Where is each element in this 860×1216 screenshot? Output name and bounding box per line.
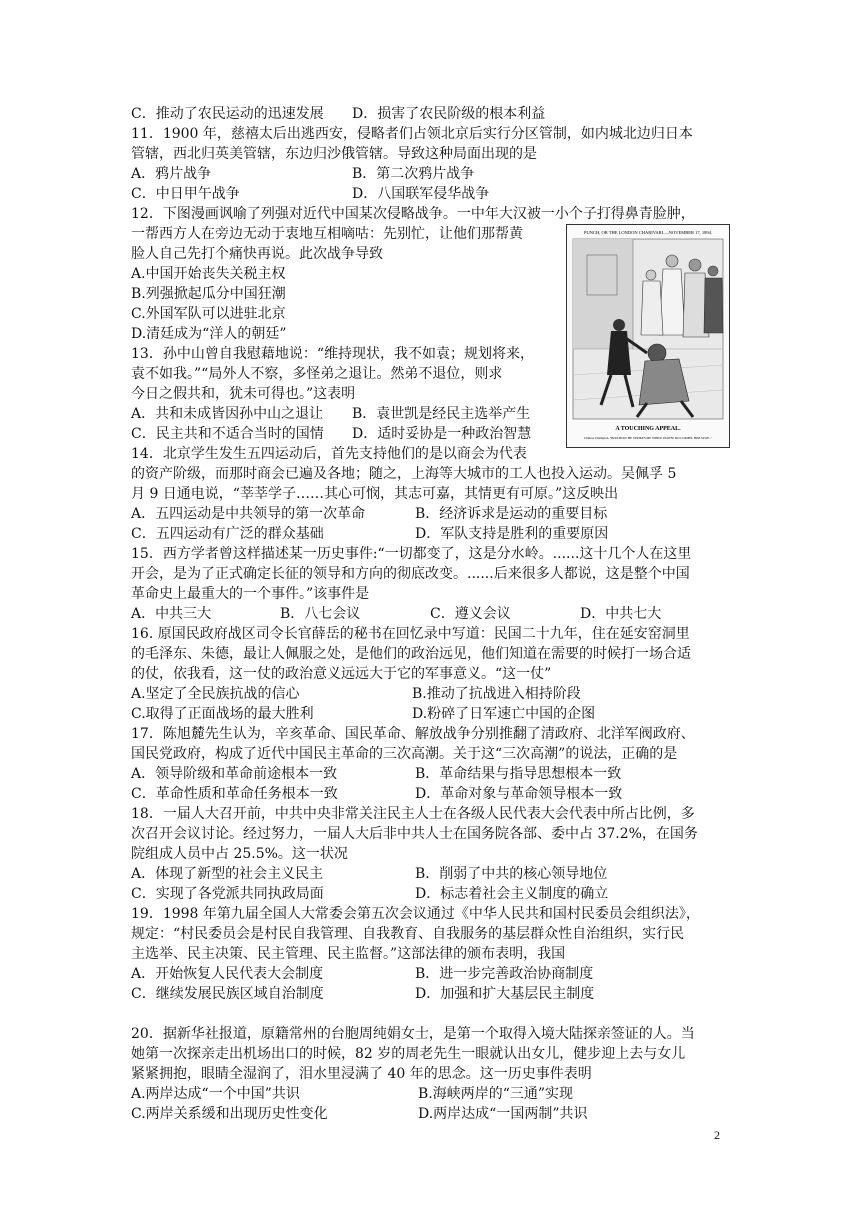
q15-stem-line: 革命史上最重大的一个事件。”该事件是 (131, 586, 370, 602)
q15-option-c: C．遵义会议 (430, 606, 511, 622)
q20-stem-line: 20．据新华社报道，原籍常州的台胞周纯娟女士，是第一个取得入境大陆探亲签证的人。当 (131, 1026, 695, 1042)
q18-stem-line: 18．一届人大召开前，中共中央非常关注民主人士在各级人民代表大会代表中所占比例，多 (131, 806, 695, 822)
q14-option-b: B．经济诉求是运动的重要目标 (415, 506, 608, 522)
punch-cartoon-image (566, 224, 730, 448)
cartoon-title: A TOUCHING APPEAL. (615, 426, 681, 432)
page-number: 2 (714, 1128, 720, 1142)
q20-option-a: A.两岸达成“一个中国”共识 (131, 1086, 300, 1102)
q15-option-b: B．八七会议 (280, 606, 361, 622)
q11-stem-line: 管辖，西北归英美管辖，东边归沙俄管辖。导致这种局面出现的是 (131, 146, 537, 162)
q14-option-c: C．五四运动有广泛的群众基础 (131, 526, 324, 542)
q13-stem-line: 13．孙中山曾自我慰藉地说：“维持现状，我不如袁；规划将来， (131, 346, 534, 362)
q11-option-c: C．中日甲午战争 (131, 186, 240, 202)
q11-stem-line: 11．1900 年，慈禧太后出逃西安，侵略者们占领北京后实行分区管制，如内城北边归日本 (131, 126, 693, 142)
q14-stem-line: 月 9 日通电说，“莘莘学子……其心可悯，其志可嘉，其情更有可原。”这反映出 (131, 486, 619, 502)
q18-stem-line: 院组成人员中占 25.5%。这一状况 (131, 846, 348, 862)
q19-option-c: C．继续发展民族区域自治制度 (131, 986, 324, 1002)
q17-option-c: C．革命性质和革命任务根本一致 (131, 786, 338, 802)
q17-option-a: A．领导阶级和革命前途根本一致 (131, 766, 338, 782)
q14-stem-line: 的资产阶级，而那时商会已遍及各地；随之，上海等大城市的工人也投入运动。吴佩孚 5 (131, 466, 677, 482)
q16-option-d: D.粉碎了日军速亡中国的企图 (412, 706, 596, 722)
q12-stem-line: 一帮西方人在旁边无动于衷地互相嘀咕：先别忙，让他们那帮黄 (131, 226, 523, 242)
q15-stem-line: 15．西方学者曾这样描述某一历史事件:“一切都变了，这是分水岭。......这十几个人在这里 (131, 546, 692, 562)
q19-option-a: A．开始恢复人民代表大会制度 (131, 966, 324, 982)
q16-stem-line: 的仗，依我看，这一仗的政治意义远远大于它的军事意义。“这一仗” (131, 666, 552, 682)
q18-option-c: C．实现了各党派共同执政局面 (131, 886, 324, 902)
q20-stem-line: 她第一次探亲走出机场出口的时候，82 岁的周老先生一眼就认出女儿，健步迎上去与女儿 (131, 1046, 686, 1062)
q11-option-a: A．鸦片战争 (131, 166, 212, 182)
q14-option-d: D．军队支持是胜利的重要原因 (415, 526, 609, 542)
cartoon-caption: Chinese Champion. "BOO-HOO! HE STRIKES ME WHILE DOWN! DO COMPEL HIM STOP..." (583, 436, 713, 440)
q14-stem-line: 14．北京学生发生五四运动后，首先支持他们的是以商会为代表 (131, 446, 527, 462)
q13-option-a: A．共和未成皆因孙中山之退让 (131, 406, 324, 422)
q15-stem-line: 开会，是为了正式确定长征的领导和方向的彻底改变。......后来很多人都说，这是整个中国 (131, 566, 690, 582)
q14-option-a: A．五四运动是中共领导的第一次革命 (131, 506, 366, 522)
q12-option-d: D.清廷成为“洋人的朝廷” (131, 326, 287, 342)
q15-option-d: D．中共七大 (580, 606, 662, 622)
q19-stem-line: 主选举、民主决策、民主管理、民主监督。”这部法律的颁布表明，我国 (131, 946, 566, 962)
q17-option-b: B．革命结果与指导思想根本一致 (415, 766, 622, 782)
q17-stem-line: 17．陈旭麓先生认为，辛亥革命、国民革命、解放战争分别推翻了清政府、北洋军阀政府、 (131, 726, 695, 742)
q10-option-d: D．损害了农民阶级的根本利益 (352, 106, 546, 122)
q19-option-d: D．加强和扩大基层民主制度 (415, 986, 595, 1002)
q11-option-d: D．八国联军侵华战争 (352, 186, 490, 202)
q16-stem-line: 的毛泽东、朱德，最让人佩服之处，是他们的政治远见，他们知道在需要的时候打一场合适 (131, 646, 691, 662)
q18-option-a: A．体现了新型的社会主义民主 (131, 866, 324, 882)
q20-stem-line: 紧紧拥抱，眼睛全湿润了，泪水里浸满了 40 年的思念。这一历史事件表明 (131, 1066, 592, 1082)
q13-option-b: B．袁世凯是经民主选举产生 (352, 406, 531, 422)
q13-option-d: D．适时妥协是一种政治智慧 (352, 426, 532, 442)
q17-option-d: D．革命对象与革命领导根本一致 (415, 786, 623, 802)
q12-stem-line: 12．下图漫画讽喻了列强对近代中国某次侵略战争。一中年大汉被一小个子打得鼻青脸肿， (131, 206, 695, 222)
q12-option-c: C.外国军队可以进驻北京 (131, 306, 286, 322)
q18-option-d: D．标志着社会主义制度的确立 (415, 886, 609, 902)
q19-stem-line: 19．1998 年第九届全国人大常委会第五次会议通过《中华人民共和国村民委员会组织法》， (131, 906, 700, 922)
q20-option-d: D.两岸达成“一国两制”共识 (418, 1106, 588, 1122)
q17-stem-line: 国民党政府，构成了近代中国民主革命的三次高潮。关于这“三次高潮”的说法，正确的是 (131, 746, 678, 762)
q13-stem-line: 今日之假共和，犹未可得也。”这表明 (131, 386, 356, 402)
q13-stem-line: 袁不如我。”“局外人不察，多怪弟之退让。然弟不退位，则求 (131, 366, 503, 382)
q15-option-a: A．中共三大 (131, 606, 212, 622)
q20-option-c: C.两岸关系缓和出现历史性变化 (131, 1106, 328, 1122)
q10-option-c: C．推动了农民运动的迅速发展 (131, 106, 324, 122)
q13-option-c: C．民主共和不适合当时的国情 (131, 426, 324, 442)
q18-stem-line: 次召开会议讨论。经过努力，一届人大后非中共人士在国务院各部、委中占 37.2%，在国务 (131, 826, 698, 842)
q12-option-b: B.列强掀起瓜分中国狂潮 (131, 286, 286, 302)
q16-option-b: B.推动了抗战进入相持阶段 (412, 686, 581, 702)
q20-option-b: B.海峡两岸的“三通”实现 (418, 1086, 574, 1102)
cartoon-header: PUNCH, OR THE LONDON CHARIVARI.—NOVEMBER 17, 1894. (583, 230, 713, 235)
q16-option-c: C.取得了正面战场的最大胜利 (131, 706, 314, 722)
q11-option-b: B．第二次鸦片战争 (352, 166, 475, 182)
q18-option-b: B．削弱了中共的核心领导地位 (415, 866, 608, 882)
q19-option-b: B．进一步完善政治协商制度 (415, 966, 594, 982)
q16-option-a: A.坚定了全民族抗战的信心 (131, 686, 300, 702)
q19-stem-line: 规定：“村民委员会是村民自我管理、自我教育、自我服务的基层群众性自治组织，实行民 (131, 926, 685, 942)
q12-option-a: A.中国开始丧失关税主权 (131, 266, 286, 282)
q16-stem-line: 16. 原国民政府战区司令长官薛岳的秘书在回忆录中写道：民国二十九年，住在延安窑洞里 (131, 626, 690, 642)
q12-stem-line: 脸人自己先打个痛快再说。此次战争导致 (131, 246, 383, 262)
